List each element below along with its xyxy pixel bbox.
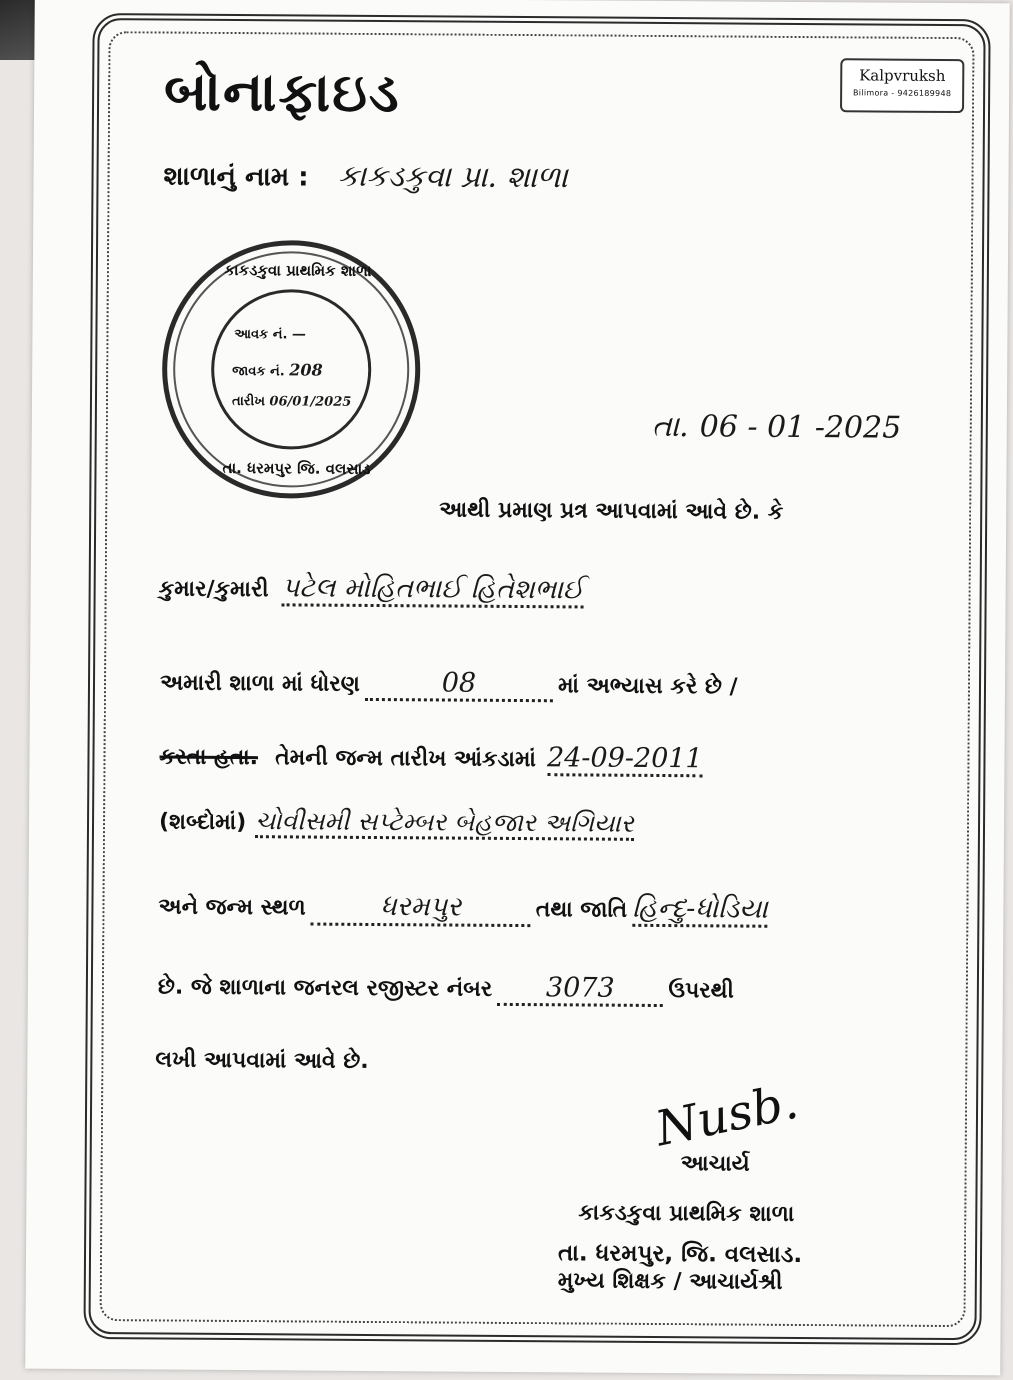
dob-words-row bbox=[159, 806, 939, 841]
certificate-page bbox=[25, 0, 1010, 1375]
dob-value: 24-09-2011 bbox=[547, 742, 703, 777]
issue-date-label: તા. bbox=[651, 408, 689, 445]
standard-value: 08 bbox=[365, 667, 553, 702]
standard-row bbox=[160, 666, 920, 705]
standard-post-text: માં અભ્યાસ કરે છે / bbox=[557, 673, 738, 700]
stamp-outward-row bbox=[232, 360, 323, 380]
stamp-outward-value: 208 bbox=[289, 360, 323, 380]
stamp-inward-value: — bbox=[291, 326, 307, 343]
dob-row bbox=[159, 740, 919, 776]
printer-logo bbox=[840, 58, 964, 113]
dob-label: તેમની જન્મ તારીખ આંકડામાં bbox=[275, 745, 536, 773]
register-post-text: ઉપરથી bbox=[668, 978, 734, 1004]
caste-value: હિન્દુ-ધોડિયા bbox=[632, 893, 768, 928]
issue-date-value: 06 - 01 -2025 bbox=[699, 409, 902, 446]
struck-text: કરતા હતા. bbox=[159, 744, 259, 771]
stamp-outward-label: જાવક નં. bbox=[232, 364, 285, 380]
printer-logo-name: Kalpvruksh bbox=[859, 66, 946, 85]
stamp-date-label: તારીખ bbox=[231, 393, 265, 410]
school-name-label: શાળાનું નામ : bbox=[163, 161, 309, 193]
standard-pre-text: અમારી શાળા માં ધોરણ bbox=[159, 670, 360, 697]
dob-words-value: ચોવીસમી સપ્ટેમ્બર બેહજાર અગિયાર bbox=[255, 806, 634, 841]
stamp-inner-circle bbox=[211, 289, 372, 450]
footer-role: મુખ્ય શિક્ષક / આચાર્યશ્રી bbox=[557, 1268, 783, 1295]
caste-label: તથા જાતિ bbox=[535, 897, 628, 923]
birthplace-row bbox=[158, 889, 918, 929]
school-name-value: કાકડકુવા પ્રા. શાળા bbox=[337, 158, 568, 196]
school-stamp bbox=[161, 240, 421, 500]
printer-logo-sub: Bilimora - 9426189948 bbox=[853, 88, 952, 99]
intro-text: આથી પ્રમાણ પ્રત્ર આપવામાં આવે છે. કે bbox=[439, 497, 784, 525]
stamp-ring-top: કાકડકુવા પ્રાથમિક શાળા bbox=[224, 260, 372, 280]
certificate-title: બોનાફાઇડ bbox=[163, 59, 401, 125]
birthplace-value: ધરમપુર bbox=[311, 891, 531, 928]
dob-words-label: (શબ્દોમાં) bbox=[158, 809, 247, 836]
register-pre-text: છે. જે શાળાના જનરલ રજીસ્ટર નંબર bbox=[157, 974, 493, 1002]
stamp-ring-bottom: તા. ધરમપુર જિ. વલસાડ bbox=[222, 458, 371, 478]
student-name-row bbox=[159, 571, 929, 608]
footer-address: તા. ધરમપુર, જિ. વલસાડ. bbox=[557, 1240, 803, 1269]
student-name-value: પટેલ મોહિતભાઈ હિતેશભાઈ bbox=[282, 572, 584, 608]
stamp-inward-label: આવક નં. bbox=[234, 327, 288, 343]
birthplace-label: અને જન્મ સ્થળ bbox=[158, 894, 306, 921]
issue-date-row bbox=[652, 409, 902, 446]
stamp-date-row bbox=[232, 394, 351, 410]
student-label: કુમાર/કુમારી bbox=[158, 576, 269, 603]
register-value: 3073 bbox=[497, 972, 663, 1007]
closing-text: લખી આપવામાં આવે છે. bbox=[155, 1047, 369, 1074]
designation: આચાર્ય bbox=[680, 1151, 750, 1177]
stamp-date-value: 06/01/2025 bbox=[269, 394, 352, 410]
school-name-row bbox=[163, 158, 567, 196]
principal-signature: Nusb. bbox=[650, 1073, 803, 1158]
register-row bbox=[158, 969, 918, 1008]
stamp-inward-row bbox=[234, 326, 306, 342]
footer-school-name: કાકડકુવા પ્રાથમિક શાળા bbox=[578, 1200, 795, 1227]
